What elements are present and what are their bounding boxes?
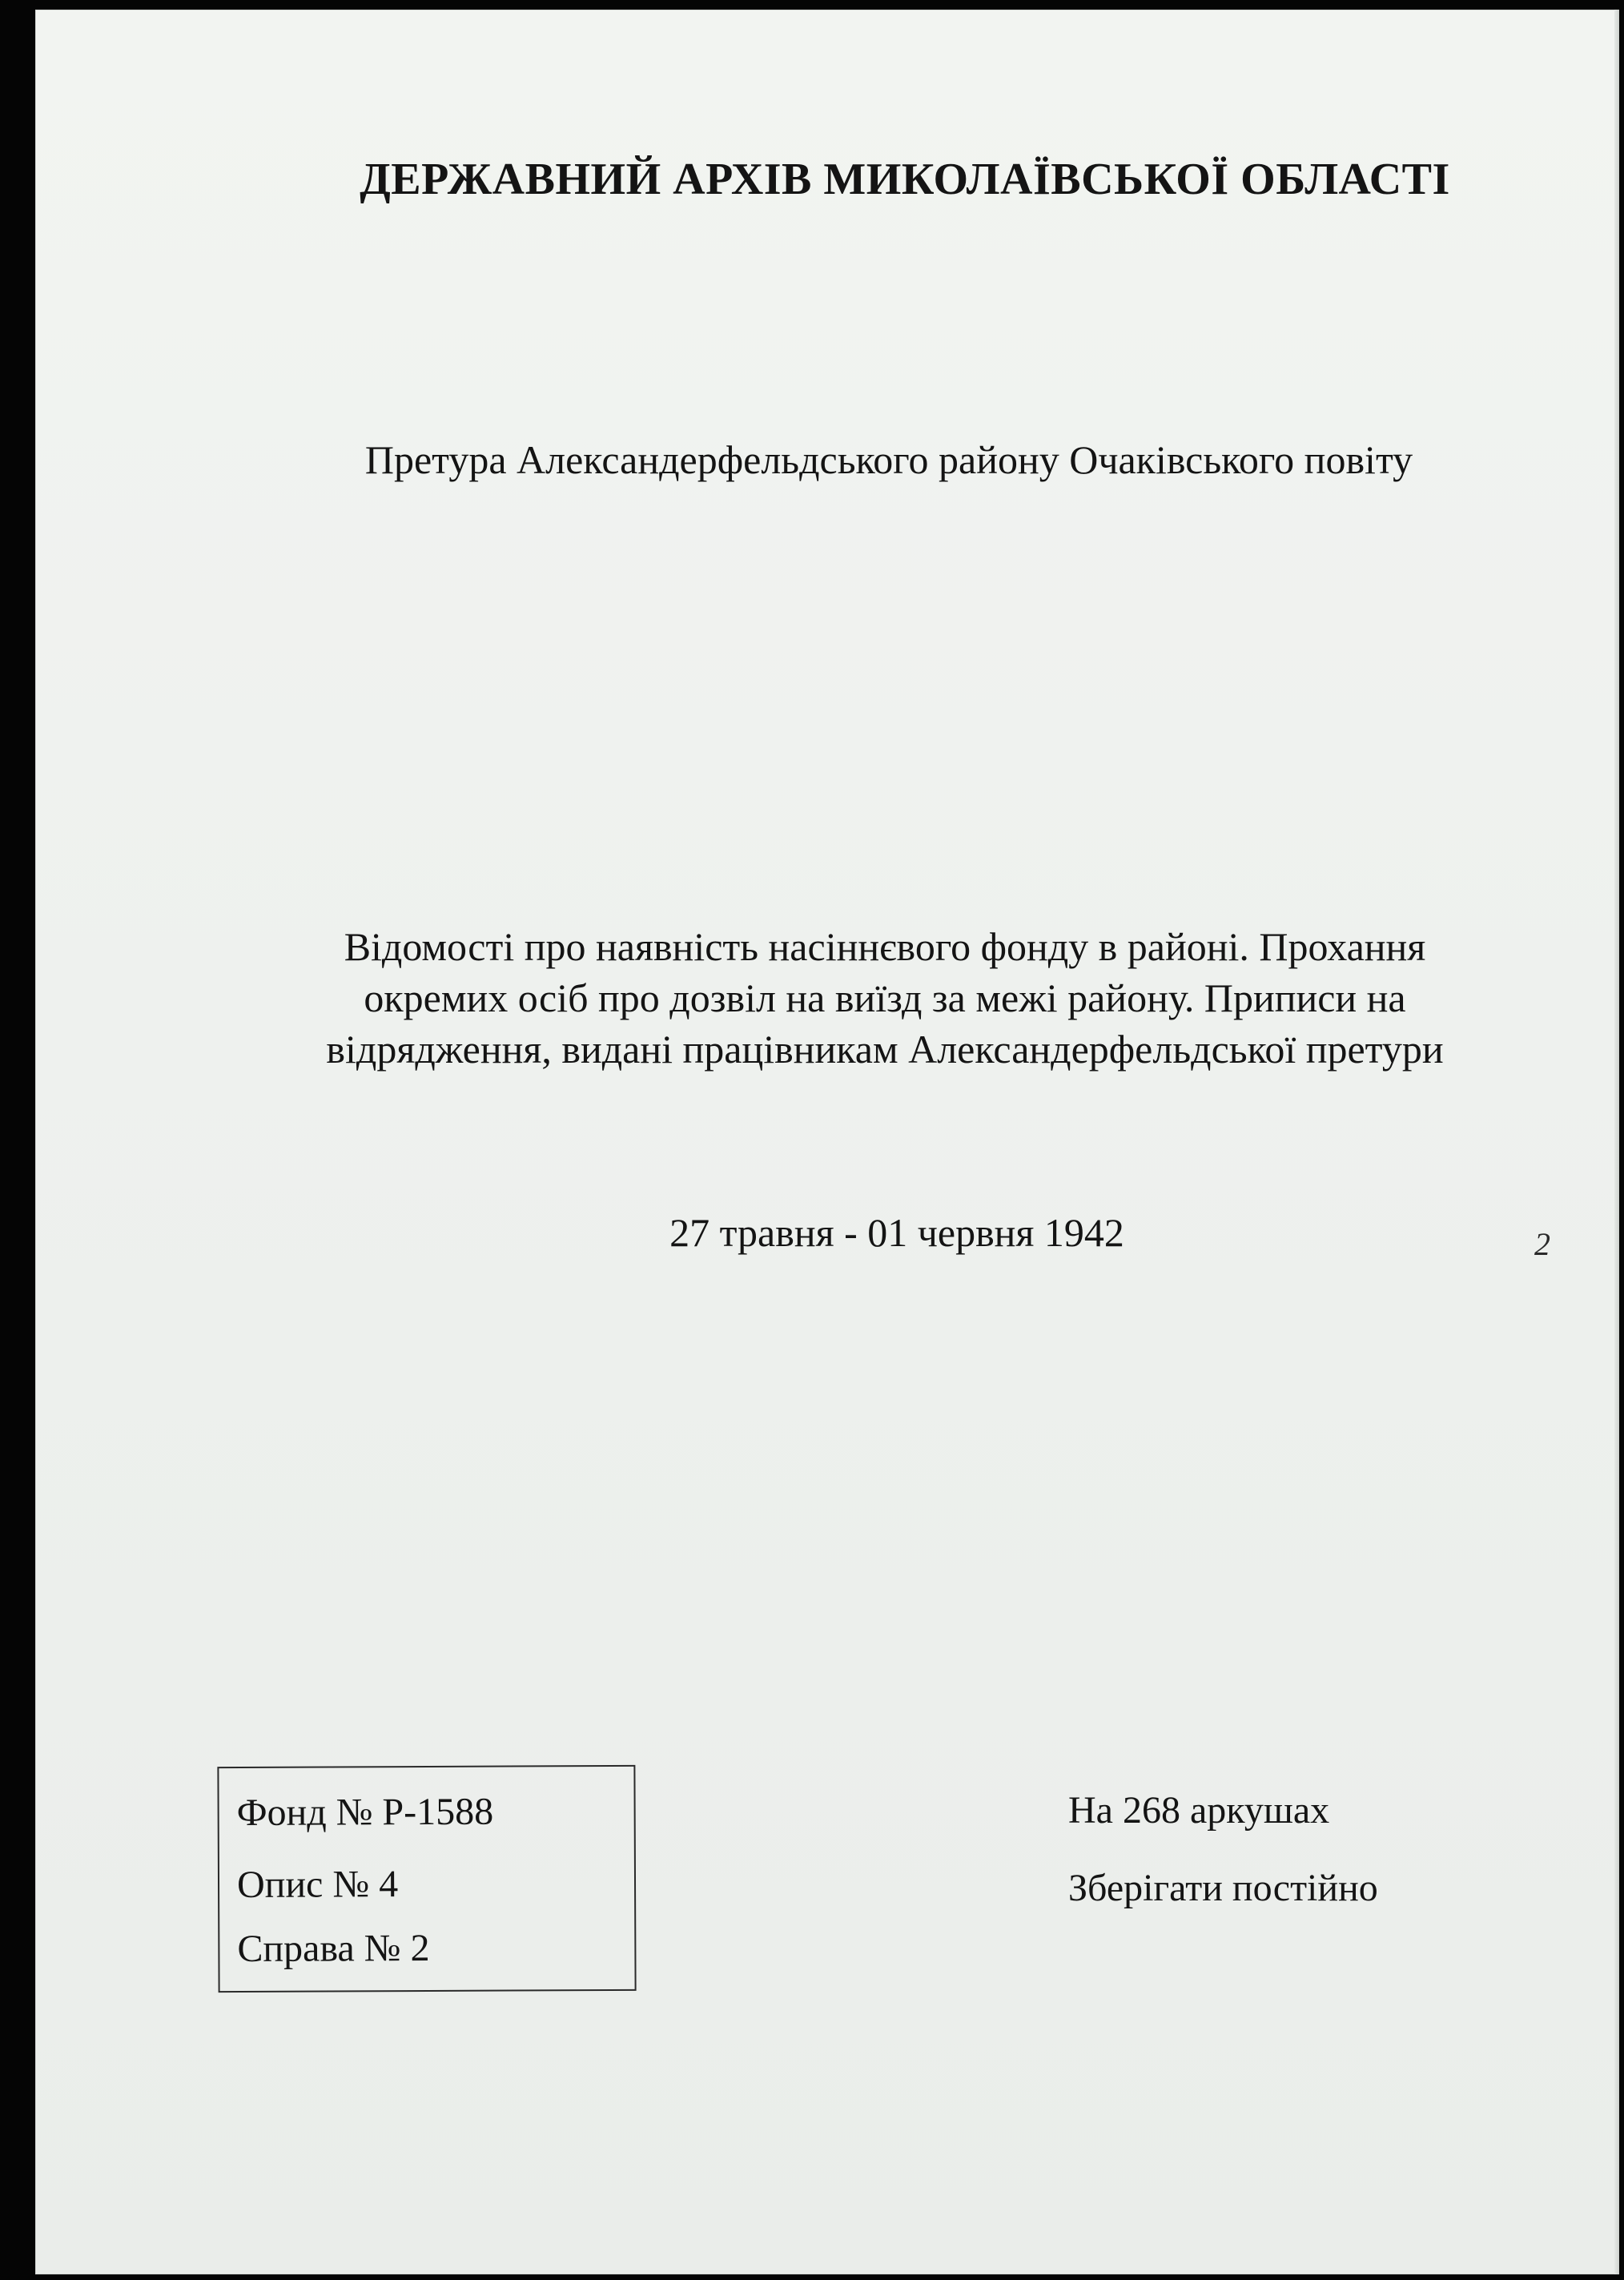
margin-page-mark: 2: [1534, 1226, 1550, 1262]
opys-number: Опис № 4: [236, 1863, 399, 1907]
fond-number: Фонд № Р-1588: [236, 1790, 494, 1835]
file-description: [216, 921, 1554, 1075]
organization-name: Претура Александерфельдського району Очаківського повіту: [364, 437, 1413, 482]
sheet-count: На 268 аркушах: [1068, 1789, 1330, 1832]
description-line: відрядження, видані працівникам Александерфельдської претури: [326, 1027, 1444, 1072]
archive-name: ДЕРЖАВНИЙ АРХІВ МИКОЛАЇВСЬКОЇ ОБЛАСТІ: [360, 155, 1450, 204]
sheet-edge: [1614, 10, 1619, 2274]
sprava-number: Справа № 2: [237, 1926, 430, 1971]
date-range: 27 травня - 01 червня 1942: [669, 1210, 1124, 1255]
archival-reference-box: [217, 1765, 636, 1992]
storage-term: Зберігати постійно: [1068, 1867, 1378, 1909]
description-line: окремих осіб про дозвіл на виїзд за межі району. Приписи на: [364, 975, 1406, 1020]
description-line: Відомості про наявність насіннєвого фонду в районі. Прохання: [344, 924, 1426, 969]
